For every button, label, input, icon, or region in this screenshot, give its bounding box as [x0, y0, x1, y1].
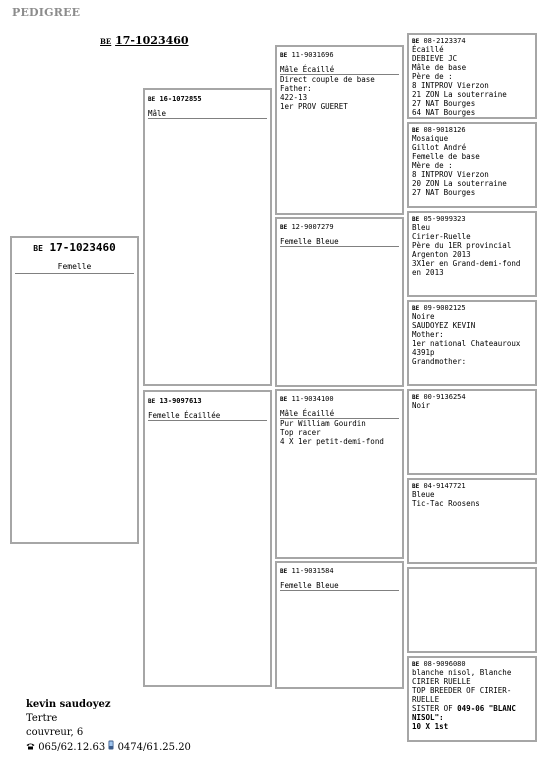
- sire-id: [148, 95, 267, 103]
- gen4-2-ring: 08-9018126: [423, 126, 466, 134]
- top-country-code: BE: [100, 37, 112, 46]
- gen4-8-sister-prefix: SISTER OF: [412, 704, 458, 713]
- gen4-8-line: RUELLE: [412, 695, 440, 704]
- gen4-1-line: 64 NAT Bourges: [412, 108, 476, 117]
- gen3-4-ring: 11-9031584: [291, 567, 334, 575]
- gen4-5-id: [412, 393, 532, 401]
- gen3-2-id: [280, 223, 399, 231]
- gen4-4-country: BE: [412, 305, 420, 312]
- gen4-1-country: BE: [412, 38, 420, 45]
- gen3-2-country: BE: [280, 224, 288, 231]
- gen3-3-line: 4 X 1er petit-demi-fond: [280, 437, 384, 446]
- gen3-1-id: [280, 51, 399, 59]
- mobile-icon: [108, 742, 117, 753]
- gen4-3-line: Cirier-Ruelle: [412, 232, 471, 241]
- gen4-1-line: Père de :: [412, 72, 453, 81]
- gen4-box-3: [407, 211, 537, 297]
- gen4-2-country: BE: [412, 127, 420, 134]
- gen4-2-line: 27 NAT Bourges: [412, 188, 476, 197]
- gen3-2-line: Femelle Bleue: [280, 237, 399, 247]
- subject-ring: 17-1023460: [49, 241, 116, 254]
- gen4-2-line: Mère de :: [412, 161, 453, 170]
- dam-country: BE: [148, 398, 156, 405]
- gen3-3-line: Top racer: [280, 428, 321, 437]
- gen4-5-line: Noir: [412, 401, 431, 410]
- gen4-box-1: [407, 33, 537, 119]
- gen4-8-line: CIRIER RUELLE: [412, 677, 471, 686]
- gen4-1-line: Écaillé: [412, 45, 444, 54]
- gen4-3-line: 3X1er en Grand-demi-fond: [412, 259, 521, 268]
- breeder-address-2: couvreur, 6: [26, 727, 84, 738]
- top-ring-number: [100, 34, 189, 47]
- gen4-1-id: [412, 37, 532, 45]
- gen4-1-line: 21 ZON La souterraine: [412, 90, 507, 99]
- pedigree-title: PEDIGREE: [12, 6, 81, 19]
- gen4-3-id: [412, 215, 532, 223]
- breeder-contact: [26, 740, 191, 755]
- gen4-6-ring: 04-9147721: [423, 482, 466, 490]
- gen3-3-line: Mâle Écaillé: [280, 409, 399, 419]
- subject-country: BE: [33, 244, 43, 253]
- subject-box: [10, 236, 139, 544]
- gen3-3-id: [280, 395, 399, 403]
- gen4-6-country: BE: [412, 483, 420, 490]
- gen4-box-5: [407, 389, 537, 475]
- gen4-6-line: Tic-Tac Roosens: [412, 499, 480, 508]
- gen4-8-id: [412, 660, 532, 668]
- gen3-4-country: BE: [280, 568, 288, 575]
- gen3-3-country: BE: [280, 396, 288, 403]
- gen4-3-ring: 05-9099323: [423, 215, 466, 223]
- gen3-1-line: 422-13: [280, 93, 308, 102]
- gen4-box-2: [407, 122, 537, 208]
- gen3-box-4: [275, 561, 404, 689]
- gen4-8-line: NISOL":: [412, 713, 444, 722]
- gen4-3-line: Père du 1ER provincial: [412, 241, 512, 250]
- gen4-4-line: SAUDOYEZ KEVIN: [412, 321, 476, 330]
- gen4-2-line: 20 ZON La souterraine: [412, 179, 507, 188]
- gen4-5-ring: 00-9136254: [423, 393, 466, 401]
- gen3-1-ring: 11-9031696: [291, 51, 334, 59]
- gen4-8-ring: 08-9096080: [423, 660, 466, 668]
- subject-header: [15, 241, 134, 274]
- gen3-1-line: Mâle Écaillé: [280, 65, 399, 75]
- breeder-mobile: 0474/61.25.20: [117, 742, 191, 753]
- gen4-4-line: Noire: [412, 312, 435, 321]
- gen4-3-line: en 2013: [412, 268, 444, 277]
- gen4-box-4: [407, 300, 537, 386]
- gen3-box-1: [275, 45, 404, 215]
- breeder-address-1: Tertre: [26, 713, 58, 724]
- gen4-1-line: Mâle de base: [412, 63, 467, 72]
- gen3-1-country: BE: [280, 52, 288, 59]
- breeder-name: kevin saudoyez: [26, 699, 111, 710]
- breeder-info: [26, 698, 191, 755]
- gen4-8-line: TOP BREEDER OF CIRIER-: [412, 686, 512, 695]
- gen4-2-line: Femelle de base: [412, 152, 480, 161]
- dam-ring: 13-9097613: [159, 397, 202, 405]
- gen3-2-ring: 12-9007279: [291, 223, 334, 231]
- gen3-3-line: Pur William Gourdin: [280, 419, 366, 428]
- gen4-2-line: Gillot André: [412, 143, 467, 152]
- gen4-2-id: [412, 126, 532, 134]
- gen4-4-line: 1er national Chateauroux: [412, 339, 521, 348]
- gen4-2-line: 8 INTPROV Vierzon: [412, 170, 489, 179]
- sire-box: [143, 88, 272, 386]
- gen4-3-country: BE: [412, 216, 420, 223]
- gen4-8-line: blanche nisol, Blanche: [412, 668, 512, 677]
- dam-id: [148, 397, 267, 405]
- gen4-1-ring: 08-2123374: [423, 37, 466, 45]
- dam-desc: Femelle Écaillée: [148, 411, 267, 421]
- sire-ring: 16-1072855: [159, 95, 202, 103]
- gen4-3-line: Bleu: [412, 223, 431, 232]
- gen4-1-line: DEBIEVE JC: [412, 54, 458, 63]
- gen4-4-id: [412, 304, 532, 312]
- gen4-1-line: 27 NAT Bourges: [412, 99, 476, 108]
- gen4-8-sister-bold: 049-06 "BLANC: [457, 704, 516, 713]
- gen4-4-line: Grandmother:: [412, 357, 467, 366]
- gen4-4-ring: 09-9002125: [423, 304, 466, 312]
- gen4-6-line: Bleue: [412, 490, 435, 499]
- subject-sex: Femelle: [57, 262, 92, 271]
- gen3-4-id: [280, 567, 399, 575]
- gen3-box-2: [275, 217, 404, 387]
- gen4-4-line: Mother:: [412, 330, 444, 339]
- gen4-box-8: [407, 656, 537, 742]
- top-ring: 17-1023460: [115, 34, 189, 47]
- gen4-2-line: Mosaique: [412, 134, 449, 143]
- gen3-1-line: Direct couple de base: [280, 75, 375, 84]
- breeder-phone: 065/62.12.63: [38, 742, 106, 753]
- gen3-box-3: [275, 389, 404, 559]
- gen3-4-line: Femelle Bleue: [280, 581, 399, 591]
- gen4-1-line: 8 INTPROV Vierzon: [412, 81, 489, 90]
- gen4-8-country: BE: [412, 661, 420, 668]
- gen4-3-line: Argenton 2013: [412, 250, 471, 259]
- gen4-5-country: BE: [412, 394, 420, 401]
- gen4-6-id: [412, 482, 532, 490]
- gen4-8-sister-line: [412, 704, 532, 713]
- gen4-box-6: [407, 478, 537, 564]
- gen3-1-line: 1er PROV GUERET: [280, 102, 348, 111]
- gen3-1-line: Father:: [280, 84, 312, 93]
- gen4-4-line: 4391p: [412, 348, 435, 357]
- dam-box: [143, 390, 272, 687]
- gen4-box-7: [407, 567, 537, 653]
- gen3-3-ring: 11-9034100: [291, 395, 334, 403]
- gen4-8-line: 10 X 1st: [412, 722, 449, 731]
- phone-icon: [26, 742, 38, 753]
- sire-country: BE: [148, 96, 156, 103]
- sire-desc: Mâle: [148, 109, 267, 119]
